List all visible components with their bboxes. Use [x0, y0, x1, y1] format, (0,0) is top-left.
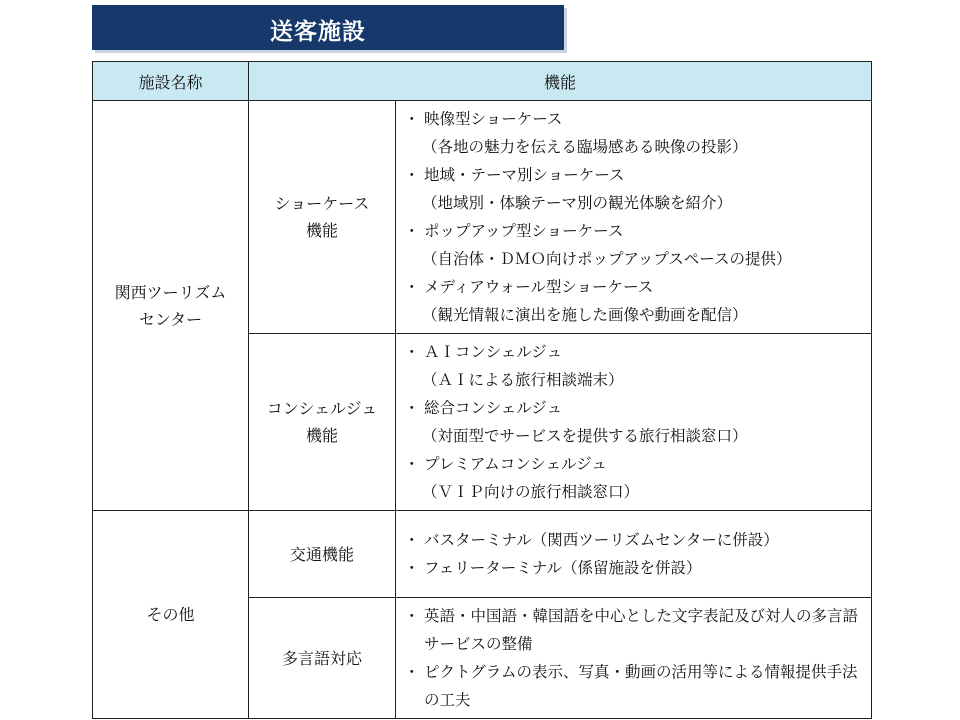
- facility-name-cell: [93, 511, 249, 719]
- bullet-dot-icon: ・: [404, 222, 420, 240]
- bullet-dot-icon: ・: [404, 110, 420, 128]
- list-item: [404, 394, 871, 450]
- function-label-cell: [249, 101, 396, 334]
- bullet-list: [404, 602, 871, 714]
- item-heading: 地域・テーマ別ショーケース: [424, 166, 625, 184]
- list-item: [404, 526, 871, 554]
- bullet-dot-icon: ・: [404, 343, 420, 361]
- header-function: 機能: [249, 62, 872, 101]
- function-label-line: 多言語対応: [281, 648, 362, 668]
- function-detail-cell: [396, 334, 872, 511]
- function-label-line: コンシェルジュ: [266, 399, 378, 418]
- list-item: [404, 602, 871, 658]
- facility-table: [92, 61, 872, 719]
- bullet-dot-icon: ・: [404, 663, 420, 681]
- facility-name-line: センター: [138, 309, 203, 329]
- list-item: [404, 273, 871, 329]
- facility-name-line: 関西ツーリズム: [114, 282, 227, 302]
- list-item: [404, 338, 871, 394]
- item-description: （対面型でサービスを提供する旅行相談窓口）: [422, 427, 748, 445]
- function-label-line: 交通機能: [289, 544, 354, 564]
- function-label-line: 機能: [305, 426, 338, 445]
- bullet-dot-icon: ・: [404, 455, 420, 473]
- item-description: （ＡＩによる旅行相談端末）: [422, 371, 624, 389]
- bullet-dot-icon: ・: [404, 166, 420, 184]
- table-row: [93, 511, 872, 598]
- list-item: [404, 161, 871, 217]
- page-title: 送客施設: [270, 19, 366, 45]
- item-heading: バスターミナル（関西ツーリズムセンターに併設）: [424, 531, 779, 549]
- item-description: （ＶＩＰ向けの旅行相談窓口）: [422, 483, 640, 501]
- item-description: （観光情報に演出を施した画像や動画を配信）: [422, 306, 748, 324]
- bullet-list: [404, 105, 871, 329]
- bullet-dot-icon: ・: [404, 559, 420, 577]
- function-label-line: ショーケース: [274, 194, 370, 213]
- bullet-dot-icon: ・: [404, 531, 420, 549]
- bullet-dot-icon: ・: [404, 278, 420, 296]
- header-facility-name: 施設名称: [93, 62, 249, 101]
- bullet-list: [404, 338, 871, 506]
- item-heading: 英語・中国語・韓国語を中心とした文字表記及び対人の多言語サービスの整備: [424, 607, 859, 653]
- title-banner: [92, 5, 564, 50]
- item-description: （各地の魅力を伝える臨場感ある映像の投影）: [422, 138, 748, 156]
- list-item: [404, 658, 871, 714]
- list-item: [404, 105, 871, 161]
- item-heading: 総合コンシェルジュ: [424, 399, 563, 417]
- function-detail-cell: [396, 598, 872, 719]
- item-heading: ポップアップ型ショーケース: [424, 222, 624, 240]
- bullet-dot-icon: ・: [404, 607, 420, 625]
- function-label-line: 機能: [305, 221, 338, 240]
- list-item: [404, 554, 871, 582]
- function-label-cell: [249, 511, 396, 598]
- table-row: [93, 101, 872, 334]
- item-heading: メディアウォール型ショーケース: [424, 278, 654, 296]
- bullet-dot-icon: ・: [404, 399, 420, 417]
- item-heading: プレミアムコンシェルジュ: [424, 455, 607, 473]
- item-description: （地域別・体験テーマ別の観光体験を紹介）: [422, 194, 733, 212]
- item-heading: ピクトグラムの表示、写真・動画の活用等による情報提供手法の工夫: [424, 663, 858, 709]
- facility-name-cell: [93, 101, 249, 511]
- function-detail-cell: [396, 101, 872, 334]
- item-heading: ＡＩコンシェルジュ: [424, 343, 563, 361]
- table-header-row: [93, 62, 872, 101]
- list-item: [404, 217, 871, 273]
- item-heading: 映像型ショーケース: [424, 110, 563, 128]
- function-label-cell: [249, 598, 396, 719]
- list-item: [404, 450, 871, 506]
- facility-name-line: その他: [146, 605, 195, 624]
- item-description: （自治体・ＤＭＯ向けポップアップスペースの提供）: [422, 250, 792, 268]
- function-detail-cell: [396, 511, 872, 598]
- item-heading: フェリーターミナル（係留施設を併設）: [424, 559, 702, 577]
- function-label-cell: [249, 334, 396, 511]
- bullet-list: [404, 526, 871, 582]
